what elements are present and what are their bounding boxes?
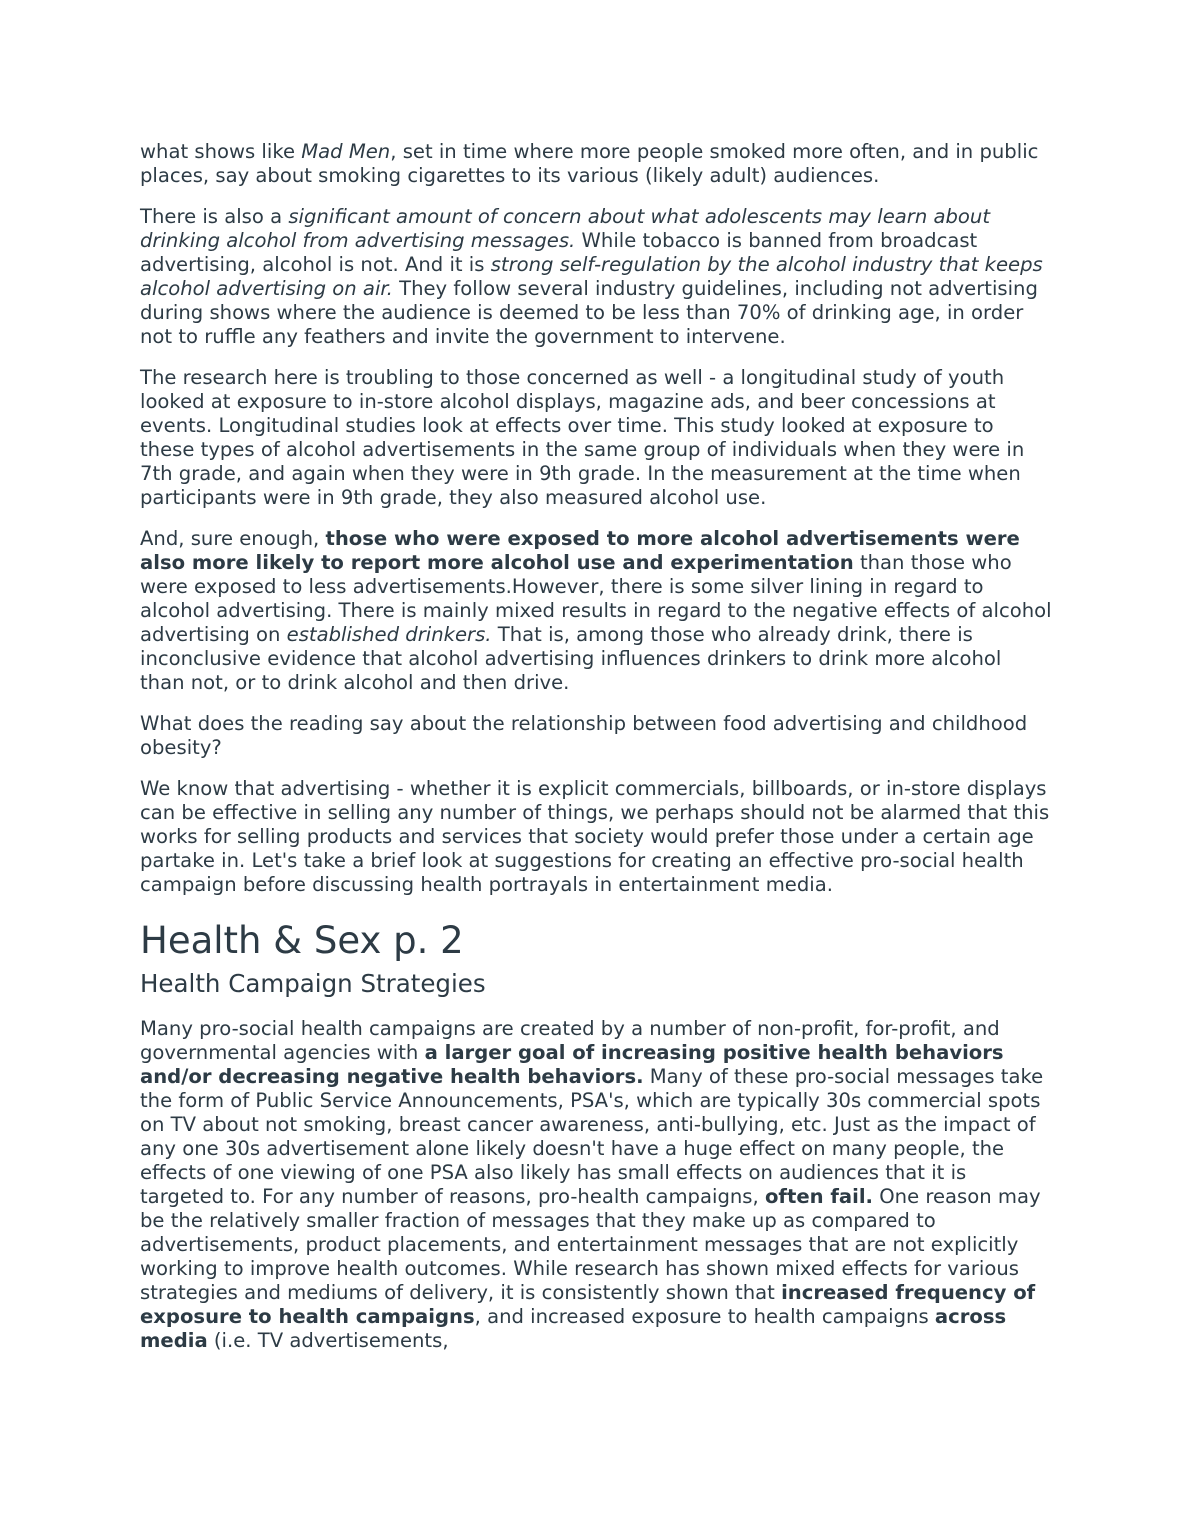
italic-text: established drinkers.	[286, 623, 492, 646]
paragraph-mad-men	[140, 140, 1052, 188]
text-run: than those who were exposed to less advertisements.However, there is some silver lining in regard to alcohol advertising. There is mainly mixed results in regard to the negative effects of alcohol advertising on	[140, 551, 1052, 646]
text-run: (i.e. TV advertisements,	[207, 1329, 449, 1352]
italic-text: Mad Men	[301, 140, 391, 163]
bold-text: increased frequency of exposure to health campaigns	[140, 1281, 1036, 1328]
text-run: Many pro-social health campaigns are created by a number of non-profit, for-profit, and governmental agencies with	[140, 1017, 1000, 1064]
paragraph-exposure-results	[140, 527, 1052, 695]
bold-text: across media	[140, 1305, 1007, 1352]
text-run: , and increased exposure to health campaigns	[474, 1305, 935, 1328]
paragraph-health-campaigns	[140, 1017, 1052, 1353]
italic-text: significant amount of concern about what adolescents may learn about drinking alcohol from advertising messages.	[140, 205, 990, 252]
bold-text: a larger goal of increasing positive health behaviors and/or decreasing negative health behaviors.	[140, 1041, 1004, 1088]
text-run: what shows like	[140, 140, 302, 163]
text-run: Many of these pro-social messages take the form of Public Service Announcements, PSA's, which are typically 30s commercial spots on TV about not smoking, breast cancer awareness, anti-bullying, etc. Just as the impact of any one 30s advertisement alone likely doesn't have a huge effect on many people, the effects of one viewing of one PSA also likely has small effects on audiences that it is targeted to. For any number of reasons, pro-health campaigns,	[140, 1065, 1044, 1208]
section-title: Health & Sex p. 2	[140, 919, 464, 962]
text-run: One reason may be the relatively smaller fraction of messages that they make up as compared to advertisements, product placements, and entertainment messages that are not explicitly working to improve health outcomes. While research has shown mixed effects for various strategies and mediums of delivery, it is consistently shown that	[140, 1185, 1041, 1304]
text-run: The research here is troubling to those concerned as well - a longitudinal study of youth looked at exposure to in-store alcohol displays, magazine ads, and beer concessions at events. Longitudinal studies look at effects over time. This study looked at exposure to these types of alcohol advertisements in the same group of individuals when they were in 7th grade, and again when they were in 9th grade. In the measurement at the time when participants were in 9th grade, they also measured alcohol use.	[140, 366, 1025, 509]
text-run: There is also a	[140, 205, 289, 228]
bold-text: often fail.	[764, 1185, 874, 1208]
paragraph-longitudinal-study	[140, 366, 1052, 510]
text-run: That is, among those who already drink, there is inconclusive evidence that alcohol advertising influences drinkers to drink more alcohol than not, or to drink alcohol and then drive.	[140, 623, 1002, 694]
text-run: While tobacco is banned from broadcast advertising, alcohol is not. And it is	[140, 229, 978, 276]
bold-text: those who were exposed to more alcohol advertisements were also more likely to report more alcohol use and experimentation	[140, 527, 1020, 574]
text-run: , set in time where more people smoked more often, and in public places, say about smoking cigarettes to its various (likely adult) audiences.	[140, 140, 1039, 187]
paragraph-advertising-effective	[140, 777, 1052, 897]
italic-text: strong self-regulation by the alcohol industry that keeps alcohol advertising on air.	[140, 253, 1043, 300]
document-page	[140, 140, 1052, 1370]
text-run: We know that advertising - whether it is explicit commercials, billboards, or in-store displays can be effective in selling any number of things, we perhaps should not be alarmed that this works for selling products and services that society would prefer those under a certain age partake in. Let's take a brief look at suggestions for creating an effective pro-social health campaign before discussing health portrayals in entertainment media.	[140, 777, 1050, 896]
paragraph-alcohol-concern	[140, 205, 1052, 349]
paragraph-question	[140, 712, 1052, 760]
text-run: And, sure enough,	[140, 527, 326, 550]
text-run: What does the reading say about the relationship between food advertising and childhood obesity?	[140, 712, 1028, 759]
text-run: They follow several industry guidelines, including not advertising during shows where the audience is deemed to be less than 70% of drinking age, in order not to ruffle any feathers and invite the government to intervene.	[140, 277, 1038, 348]
section-subtitle: Health Campaign Strategies	[140, 969, 486, 998]
